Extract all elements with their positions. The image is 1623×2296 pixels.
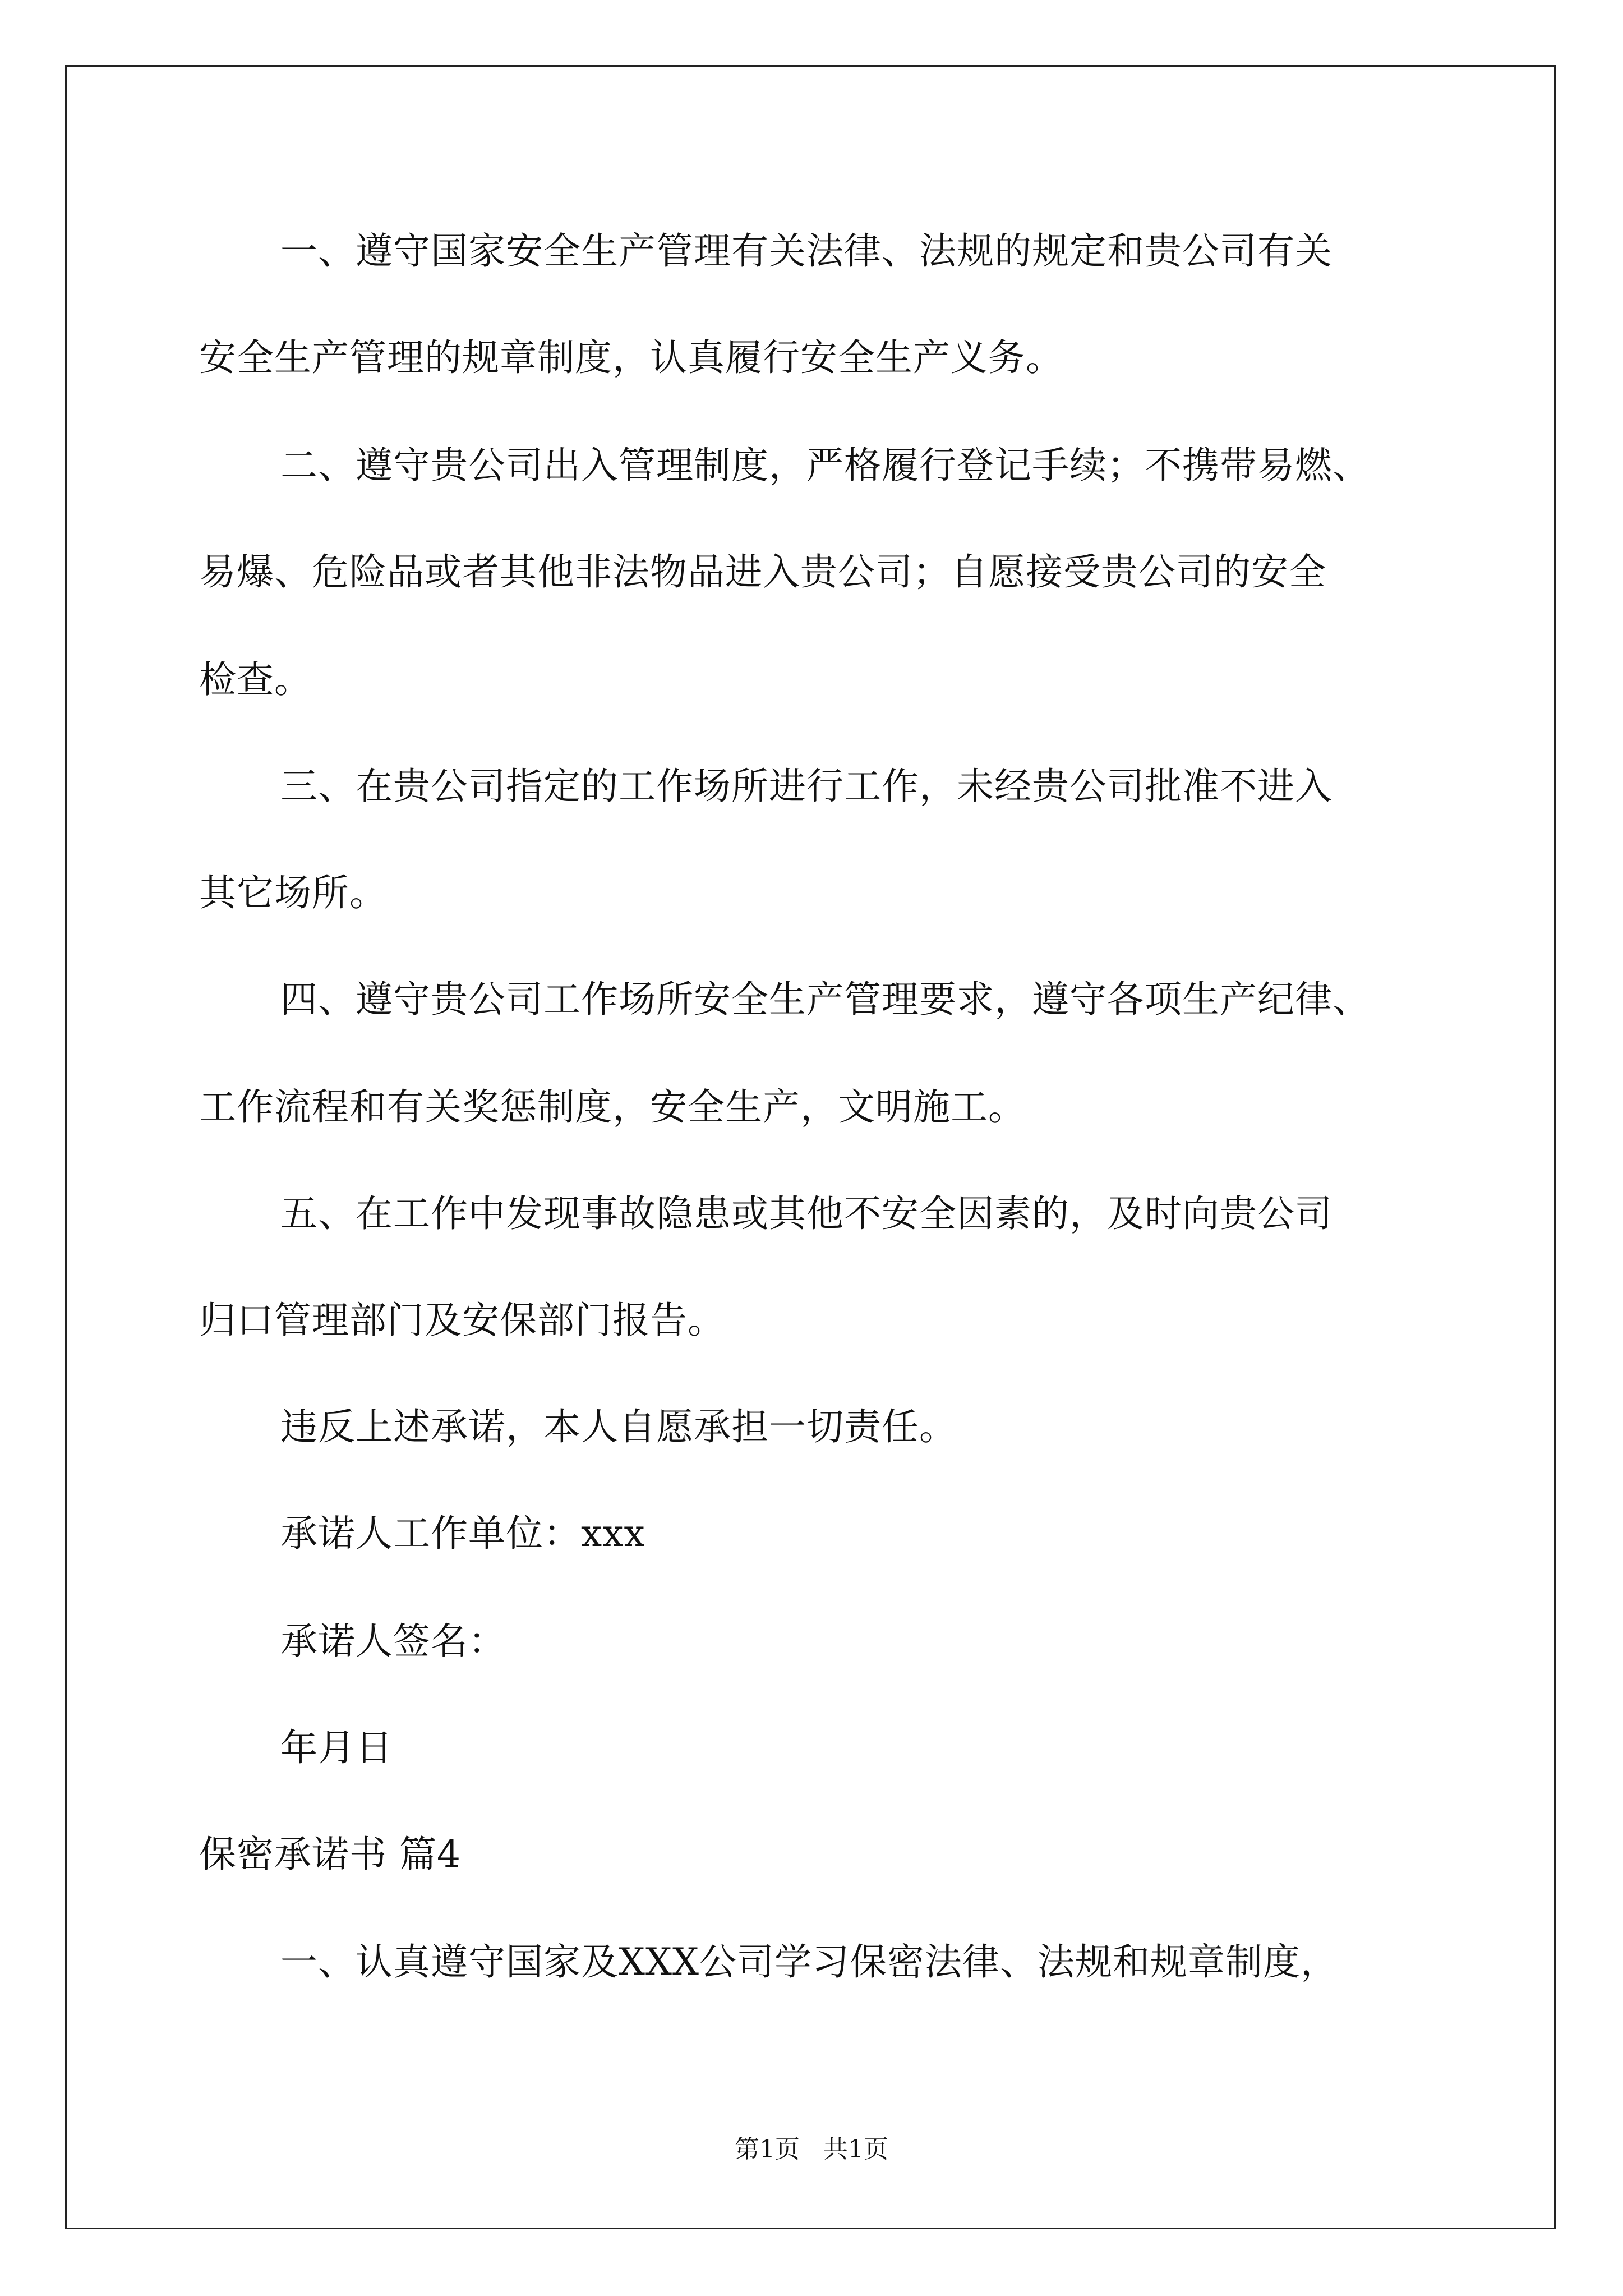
page-footer [0, 2134, 1623, 2165]
paragraph-1-line-2: 安全生产管理的规章制度，认真履行安全生产义务。 [199, 336, 1063, 379]
paragraph-3-line-2: 其它场所。 [199, 871, 387, 914]
paragraph-2-line-1: 二、遵守贵公司出入管理制度，严格履行登记手续；不携带易燃、 [280, 444, 1370, 487]
paragraph-2-line-3: 检查。 [199, 658, 312, 701]
paragraph-5-line-2: 归口管理部门及安保部门报告。 [199, 1299, 725, 1342]
section-4-paragraph-1-line-1: 一、认真遵守国家及XXX公司学习保密法律、法规和规章制度， [280, 1940, 1338, 1984]
paragraph-4-line-2: 工作流程和有关奖惩制度，安全生产，文明施工。 [199, 1085, 1026, 1129]
liability-statement: 违反上述承诺，本人自愿承担一切责任。 [280, 1405, 957, 1448]
paragraph-2-line-2: 易爆、危险品或者其他非法物品进入贵公司；自愿接受贵公司的安全 [199, 550, 1326, 593]
date-line: 年月日 [280, 1726, 393, 1769]
page-number-total: 共1页 [823, 2135, 888, 2164]
paragraph-3-line-1: 三、在贵公司指定的工作场所进行工作，未经贵公司批准不进入 [280, 765, 1332, 808]
page-number-current: 第1页 [735, 2135, 800, 2164]
paragraph-4-line-1: 四、遵守贵公司工作场所安全生产管理要求，遵守各项生产纪律、 [280, 978, 1370, 1021]
paragraph-5-line-1: 五、在工作中发现事故隐患或其他不安全因素的，及时向贵公司 [280, 1192, 1332, 1235]
pledger-work-unit: 承诺人工作单位：xxx [280, 1512, 645, 1555]
paragraph-1-line-1: 一、遵守国家安全生产管理有关法律、法规的规定和贵公司有关 [280, 229, 1332, 273]
page-border [65, 65, 1556, 2229]
section-heading: 保密承诺书 篇4 [199, 1833, 461, 1876]
pledger-signature: 承诺人签名： [280, 1619, 506, 1663]
